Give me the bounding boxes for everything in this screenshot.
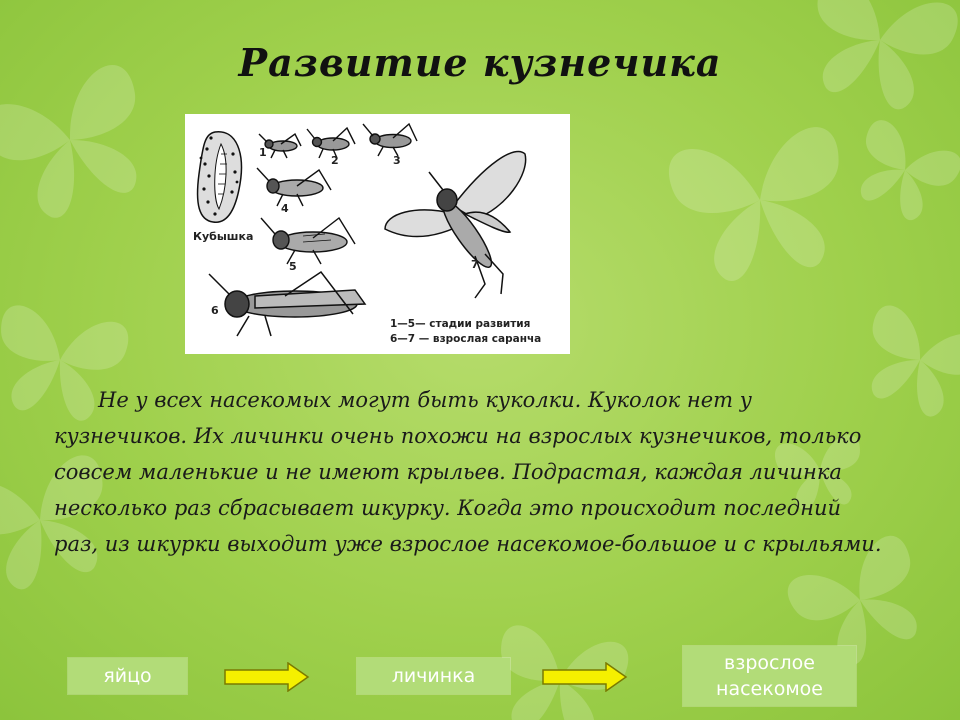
figure-legend-line: 6—7 — взрослая саранча	[390, 333, 542, 345]
grasshopper-stages-figure	[185, 114, 570, 354]
stage-larva-label: личинка	[391, 665, 476, 687]
arrow-right-icon	[542, 662, 628, 692]
arrow-right-icon	[224, 662, 310, 692]
adult-locust-7-flying	[385, 151, 526, 298]
nymph-stages-1-3	[259, 124, 417, 158]
slide-title: Развитие кузнечика	[238, 40, 722, 85]
paragraph-line: кузнечиков. Их личинки очень похожи на взрослых кузнечиков, только	[54, 424, 862, 448]
body-paragraph	[54, 382, 934, 562]
paragraph-line: раз, из шкурки выходит уже взрослое насекомое-большое и с крыльями.	[54, 532, 882, 556]
stage-number-7: 7	[471, 258, 479, 271]
stage-number-2: 2	[331, 154, 339, 167]
stage-adult-button[interactable]	[683, 646, 856, 706]
nymph-stage-5	[261, 218, 355, 264]
stage-number-1: 1	[259, 146, 267, 159]
paragraph-line: несколько раз сбрасывает шкурку. Когда это происходит последний	[54, 496, 841, 520]
egg-pod-label: Кубышка	[193, 230, 254, 243]
stage-larva-button[interactable]	[357, 658, 510, 694]
egg-pod-icon	[198, 132, 242, 222]
paragraph-line: Не у всех насекомых могут быть куколки. Куколок нет у	[98, 388, 752, 412]
stage-adult-label-line1: взрослое	[724, 652, 815, 674]
figure-legend-line: 1—5— стадии развития	[390, 318, 531, 330]
stage-number-3: 3	[393, 154, 401, 167]
nymph-stage-4	[257, 168, 331, 206]
stage-number-6: 6	[211, 304, 219, 317]
stage-number-4: 4	[281, 202, 289, 215]
stage-number-5: 5	[289, 260, 297, 273]
butterfly-shape	[0, 59, 167, 231]
stage-adult-label-line2: насекомое	[716, 678, 823, 700]
paragraph-line: совсем маленькие и не имеют крыльев. Подрастая, каждая личинка	[54, 460, 842, 484]
adult-locust-6	[209, 272, 365, 336]
stage-egg-label: яйцо	[103, 665, 152, 687]
stage-egg-button[interactable]	[68, 658, 187, 694]
